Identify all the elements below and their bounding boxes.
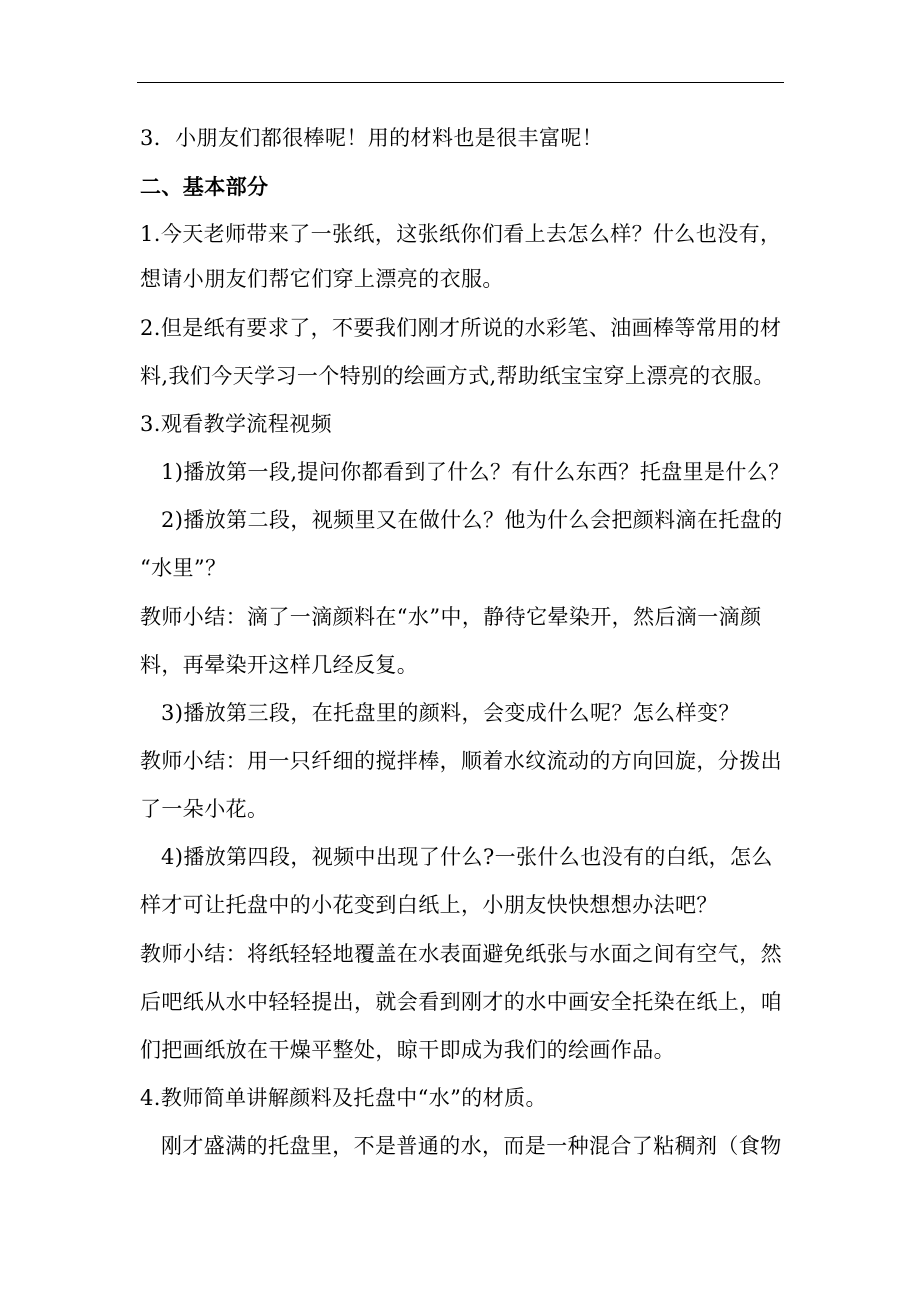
paragraph-line: 1)播放第一段,提问你都看到了什么？有什么东西？托盘里是什么？ xyxy=(161,460,790,484)
paragraph-line: 教师小结：滴了一滴颜料在“水”中，静待它晕染开，然后滴一滴颜 xyxy=(140,605,762,629)
paragraph-line: 料,我们今天学习一个特别的绘画方式,帮助纸宝宝穿上漂亮的衣服。 xyxy=(140,364,775,388)
paragraph-line: 4.教师简单讲解颜料及托盘中“水”的材质。 xyxy=(140,1086,547,1110)
paragraph-line: 3)播放第三段，在托盘里的颜料，会变成什么呢？怎么样变？ xyxy=(161,701,740,725)
paragraph-line: 2)播放第二段，视频里又在做什么？他为什么会把颜料滴在托盘的 xyxy=(161,508,783,532)
paragraph-line: 了一朵小花。 xyxy=(140,797,269,821)
header-rule xyxy=(137,82,784,83)
paragraph-line: 后吧纸从水中轻轻提出，就会看到刚才的水中画安全托染在纸上，咱 xyxy=(140,990,782,1014)
paragraph-line: 2.但是纸有要求了，不要我们刚才所说的水彩笔、油画棒等常用的材 xyxy=(140,316,782,340)
paragraph-line: 3.观看教学流程视频 xyxy=(140,412,333,436)
paragraph-line: 教师小结：将纸轻轻地覆盖在水表面避免纸张与水面之间有空气，然 xyxy=(140,942,782,966)
paragraph-line: 3．小朋友们都很棒呢！用的材料也是很丰富呢！ xyxy=(140,126,604,150)
paragraph-line: 刚才盛满的托盘里，不是普通的水，而是一种混合了粘稠剂（食物 xyxy=(161,1134,782,1158)
paragraph-line: 们把画纸放在干燥平整处，晾干即成为我们的绘画作品。 xyxy=(140,1038,675,1062)
paragraph-line: 料，再晕染开这样几经反复。 xyxy=(140,653,419,677)
paragraph-line: “水里”？ xyxy=(140,556,227,580)
paragraph-line: 1.今天老师带来了一张纸，这张纸你们看上去怎么样？什么也没有， xyxy=(140,222,782,246)
paragraph-line: 样才可让托盘中的小花变到白纸上，小朋友快快想想办法吧？ xyxy=(140,893,718,917)
paragraph-line: 4)播放第四段，视频中出现了什么?一张什么也没有的白纸，怎么 xyxy=(161,845,773,869)
paragraph-line: 想请小朋友们帮它们穿上漂亮的衣服。 xyxy=(140,267,504,291)
section-heading: 二、基本部分 xyxy=(140,174,269,199)
paragraph-line: 教师小结：用一只纤细的搅拌棒，顺着水纹流动的方向回旋，分拨出 xyxy=(140,749,782,773)
